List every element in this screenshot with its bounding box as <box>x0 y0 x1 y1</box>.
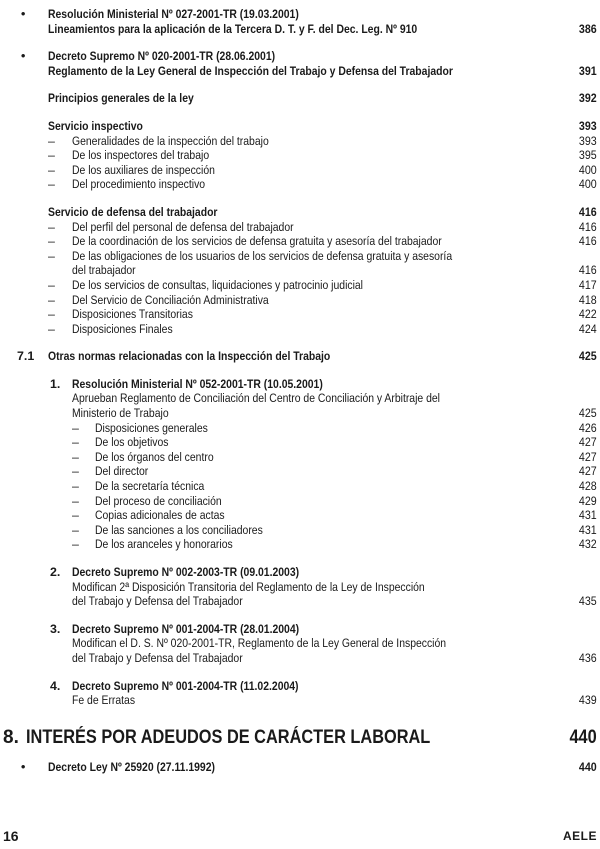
entry-page-number: 391 <box>579 63 597 78</box>
toc-group <box>0 760 600 775</box>
entry-title: De las sanciones a los conciliadores <box>95 522 263 537</box>
toc-entry <box>0 679 600 694</box>
chapter-heading <box>0 726 600 750</box>
entry-marker: 2. <box>50 565 61 579</box>
entry-page-number: 427 <box>579 435 597 450</box>
entry-title: De los órganos del centro <box>95 449 214 464</box>
toc-entry <box>0 278 600 293</box>
toc-entry <box>0 64 600 79</box>
entry-marker: – <box>48 133 55 148</box>
entry-title: Decreto Supremo Nº 001-2004-TR (28.01.2004) <box>72 621 300 636</box>
entry-marker: • <box>21 49 26 64</box>
entry-title: De los inspectores del trabajo <box>72 148 210 163</box>
toc-entry <box>0 494 600 509</box>
entry-marker: – <box>48 277 55 292</box>
toc-entry <box>0 565 600 580</box>
entry-title: De las obligaciones de los usuarios de los servicios de defensa gratuita y asesoría <box>72 248 453 263</box>
entry-marker: – <box>48 219 55 234</box>
entry-title: Modifican el D. S. Nº 020-2001-TR, Reglamento de la Ley General de Inspección <box>72 636 447 651</box>
entry-marker: – <box>48 307 55 322</box>
entry-title: Servicio inspectivo <box>48 118 143 133</box>
toc-entry <box>0 537 600 552</box>
entry-page-number: 436 <box>579 650 597 665</box>
toc-entry <box>0 391 600 406</box>
toc-entry <box>0 464 600 479</box>
entry-page-number: 427 <box>579 449 597 464</box>
toc-group <box>0 349 600 364</box>
entry-marker: 8. <box>3 726 19 748</box>
toc-group <box>0 7 600 36</box>
entry-page-number: 429 <box>579 493 597 508</box>
toc-group <box>0 119 600 192</box>
toc-entry <box>0 22 600 37</box>
toc-entry <box>0 523 600 538</box>
entry-title: Ministerio de Trabajo <box>72 406 169 421</box>
entry-marker: – <box>48 162 55 177</box>
entry-title: del Trabajo y Defensa del Trabajador <box>72 650 243 665</box>
toc-entry <box>0 349 600 364</box>
entry-title: Del director <box>95 464 149 479</box>
toc-group <box>0 622 600 666</box>
entry-marker: – <box>72 493 79 508</box>
entry-page-number: 416 <box>579 204 597 219</box>
entry-page-number: 431 <box>579 508 597 523</box>
entry-marker: – <box>48 177 55 192</box>
toc-entry <box>0 234 600 249</box>
entry-marker: 3. <box>50 621 61 636</box>
entry-marker: – <box>72 537 79 552</box>
entry-page-number: 424 <box>579 321 597 336</box>
page-number: 16 <box>3 828 19 844</box>
toc-entry <box>0 651 600 666</box>
toc-entry <box>0 134 600 149</box>
entry-marker: – <box>72 464 79 479</box>
toc-group <box>0 205 600 336</box>
toc-entry <box>0 693 600 708</box>
toc-entry <box>0 377 600 392</box>
entry-page-number: 393 <box>579 118 597 133</box>
toc-group <box>0 377 600 552</box>
toc-entry <box>0 249 600 264</box>
toc-entry <box>0 435 600 450</box>
entry-title: Decreto Supremo Nº 020-2001-TR (28.06.2001) <box>48 49 276 64</box>
entry-page-number: 417 <box>579 277 597 292</box>
toc-entry <box>0 263 600 278</box>
toc-entry <box>0 479 600 494</box>
entry-page-number: 386 <box>579 21 597 36</box>
entry-title: Del perfil del personal de defensa del trabajador <box>72 219 294 234</box>
entry-title: Modifican 2ª Disposición Transitoria del Reglamento de la Ley de Inspección <box>72 579 425 594</box>
entry-title: Lineamientos para la aplicación de la Tercera D. T. y F. del Dec. Leg. Nº 910 <box>48 21 418 36</box>
entry-marker: • <box>21 759 26 774</box>
entry-title: De la coordinación de los servicios de defensa gratuita y asesoría del trabajador <box>72 234 442 249</box>
entry-page-number: 416 <box>579 234 597 249</box>
entry-title: De la secretaría técnica <box>95 479 205 494</box>
toc-group <box>0 49 600 78</box>
toc-entry <box>0 307 600 322</box>
toc-entry <box>0 594 600 609</box>
entry-page-number: 440 <box>579 759 597 774</box>
entry-title: Resolución Ministerial Nº 052-2001-TR (10.05.2001) <box>72 376 323 391</box>
entry-page-number: 432 <box>579 537 597 552</box>
toc-entry <box>0 322 600 337</box>
entry-marker: – <box>48 234 55 249</box>
toc-entry <box>0 7 600 22</box>
table-of-contents <box>0 7 600 774</box>
entry-marker: – <box>72 449 79 464</box>
toc-entry <box>0 508 600 523</box>
toc-entry <box>0 760 600 775</box>
entry-page-number: 393 <box>579 133 597 148</box>
entry-title: Principios generales de la ley <box>48 91 194 106</box>
toc-entry <box>0 220 600 235</box>
entry-title: Disposiciones generales <box>95 420 208 435</box>
toc-entry <box>0 148 600 163</box>
entry-title: Decreto Ley Nº 25920 (27.11.1992) <box>48 759 215 774</box>
entry-page-number: 439 <box>579 693 597 708</box>
entry-title: De los auxiliares de inspección <box>72 162 215 177</box>
entry-page-number: 440 <box>569 726 597 748</box>
entry-title: Fe de Erratas <box>72 693 136 708</box>
chapter-heading-group <box>0 726 600 750</box>
entry-page-number: 427 <box>579 464 597 479</box>
entry-page-number: 425 <box>579 406 597 421</box>
entry-page-number: 395 <box>579 148 597 163</box>
toc-entry <box>0 406 600 421</box>
entry-marker: – <box>72 435 79 450</box>
entry-title: De los aranceles y honorarios <box>95 537 233 552</box>
toc-entry <box>0 622 600 637</box>
toc-entry <box>0 177 600 192</box>
toc-entry <box>0 163 600 178</box>
entry-title: INTERÉS POR ADEUDOS DE CARÁCTER LABORAL <box>26 726 431 748</box>
entry-title: Copias adicionales de actas <box>95 508 225 523</box>
entry-title: Otras normas relacionadas con la Inspección del Trabajo <box>48 349 331 364</box>
toc-entry <box>0 293 600 308</box>
entry-marker: – <box>72 479 79 494</box>
publisher-logo: AELE <box>562 829 597 843</box>
entry-marker: • <box>21 7 26 21</box>
entry-page-number: 418 <box>579 292 597 307</box>
entry-title: Disposiciones Transitorias <box>72 307 193 322</box>
entry-marker: – <box>48 292 55 307</box>
entry-title: Disposiciones Finales <box>72 321 173 336</box>
entry-marker: – <box>48 321 55 336</box>
entry-marker: – <box>72 508 79 523</box>
entry-title: del trabajador <box>72 263 136 278</box>
entry-marker: 7.1 <box>17 349 35 364</box>
entry-page-number: 416 <box>579 219 597 234</box>
entry-title: De los servicios de consultas, liquidaciones y patrocinio judicial <box>72 277 364 292</box>
entry-title: Servicio de defensa del trabajador <box>48 204 218 219</box>
entry-marker: – <box>48 148 55 163</box>
entry-title: Reglamento de la Ley General de Inspección del Trabajo y Defensa del Trabajador <box>48 63 453 78</box>
entry-page-number: 428 <box>579 479 597 494</box>
toc-group <box>0 91 600 106</box>
entry-title: Del proceso de conciliación <box>95 493 222 508</box>
entry-marker: 4. <box>50 678 61 693</box>
toc-entry <box>0 450 600 465</box>
entry-page-number: 422 <box>579 307 597 322</box>
toc-entry <box>0 636 600 651</box>
toc-group <box>0 565 600 609</box>
entry-title: Decreto Supremo Nº 001-2004-TR (11.02.2004) <box>72 678 299 693</box>
entry-marker: – <box>72 420 79 435</box>
entry-page-number: 400 <box>579 177 597 192</box>
toc-entry <box>0 91 600 106</box>
entry-title: Resolución Ministerial Nº 027-2001-TR (19.03.2001) <box>48 7 299 21</box>
toc-entry <box>0 580 600 595</box>
entry-title: Decreto Supremo Nº 002-2003-TR (09.01.2003) <box>72 565 300 579</box>
entry-page-number: 392 <box>579 91 597 106</box>
entry-page-number: 431 <box>579 522 597 537</box>
entry-marker: – <box>72 522 79 537</box>
entry-marker: 1. <box>50 376 61 391</box>
entry-title: Del procedimiento inspectivo <box>72 177 206 192</box>
entry-title: De los objetivos <box>95 435 169 450</box>
toc-entry <box>0 421 600 436</box>
entry-page-number: 435 <box>579 594 597 609</box>
toc-entry <box>0 49 600 64</box>
entry-title: Generalidades de la inspección del trabajo <box>72 133 269 148</box>
entry-marker: – <box>48 248 55 263</box>
entry-page-number: 416 <box>579 263 597 278</box>
toc-entry <box>0 205 600 220</box>
entry-title: Aprueban Reglamento de Conciliación del Centro de Conciliación y Arbitraje del <box>72 391 440 406</box>
entry-page-number: 426 <box>579 420 597 435</box>
entry-title: Del Servicio de Conciliación Administrativa <box>72 292 269 307</box>
toc-entry <box>0 119 600 134</box>
entry-page-number: 400 <box>579 162 597 177</box>
entry-title: del Trabajo y Defensa del Trabajador <box>72 594 243 609</box>
entry-page-number: 425 <box>579 349 597 364</box>
toc-group <box>0 679 600 708</box>
